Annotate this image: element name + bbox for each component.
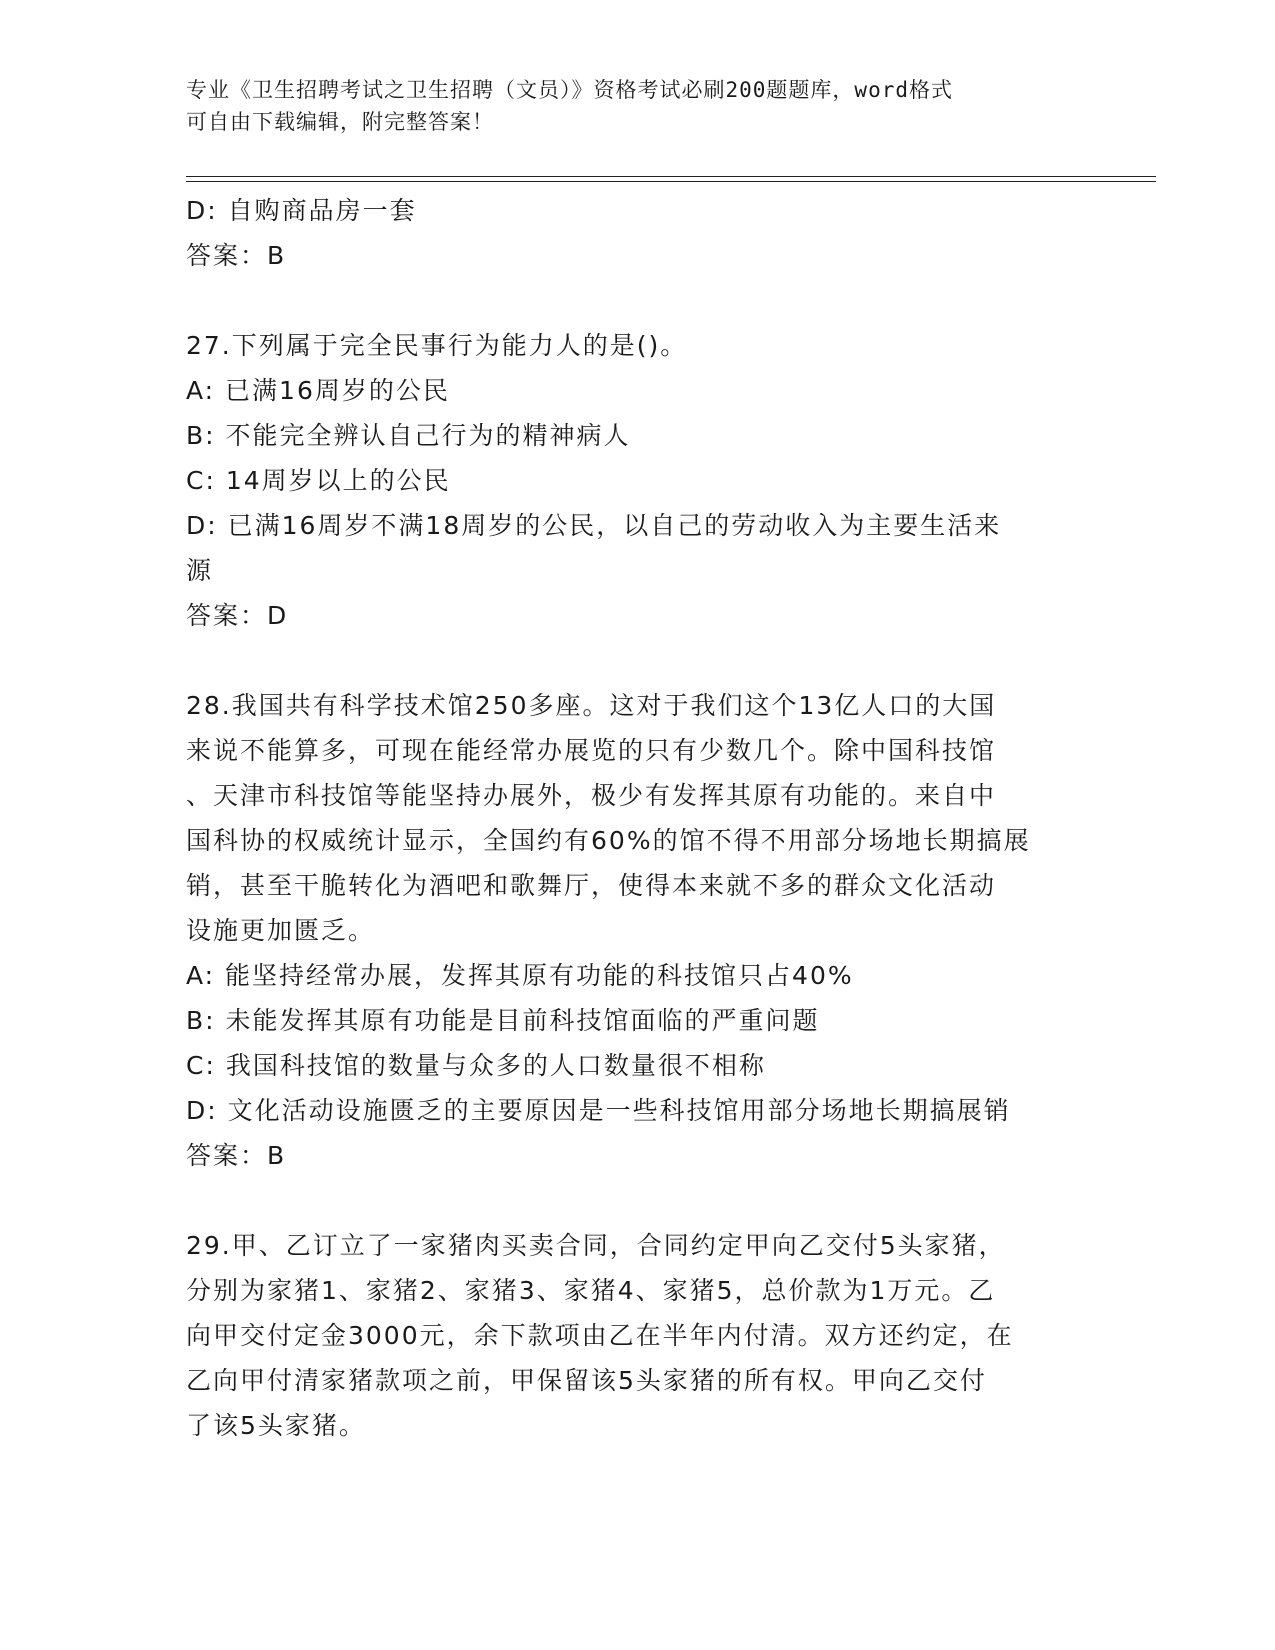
question-stem-line: 了该5头家猪。 [186,1411,366,1440]
option-c: C: 我国科技馆的数量与众多的人口数量很不相称 [186,1051,766,1080]
question-stem-line: 销，甚至干脆转化为酒吧和歌舞厅，使得本来就不多的群众文化活动 [186,871,997,900]
option-a: A: 已满16周岁的公民 [186,376,450,405]
question-29 [186,1223,1086,1448]
answer: 答案：B [186,1141,287,1170]
question-28 [186,683,1086,1178]
question-stem-line: 28.我国共有科学技术馆250多座。这对于我们这个13亿人口的大国 [186,691,997,720]
option-d-line2: 源 [186,556,214,585]
question-stem-line: 29.甲、乙订立了一家猪肉买卖合同，合同约定甲向乙交付5头家猪， [186,1231,1006,1260]
option-b: B: 未能发挥其原有功能是目前科技馆面临的严重问题 [186,1006,820,1035]
question-stem-line: 来说不能算多，可现在能经常办展览的只有少数几个。除中国科技馆 [186,736,997,765]
option-d-line1: D: 已满16周岁不满18周岁的公民，以自己的劳动收入为主要生活来 [186,511,1002,540]
prev-option-d: D: 自购商品房一套 [186,196,417,225]
question-27 [186,323,1086,638]
question-stem-line: 设施更加匮乏。 [186,916,376,945]
header-title-line1: 专业《卫生招聘考试之卫生招聘（文员）》资格考试必刷200题题库，word格式 [186,78,953,102]
header-divider [186,176,1156,182]
header-title-line2: 可自由下载编辑，附完整答案！ [186,110,494,134]
question-stem-line: 向甲交付定金3000元，余下款项由乙在半年内付清。双方还约定，在 [186,1321,1014,1350]
answer: 答案：D [186,601,289,630]
question-stem-line: 分别为家猪1、家猪2、家猪3、家猪4、家猪5，总价款为1万元。乙 [186,1276,996,1305]
page-header [186,74,1066,138]
prev-answer: 答案：B [186,241,287,270]
question-stem: 27.下列属于完全民事行为能力人的是()。 [186,331,688,360]
option-d: D: 文化活动设施匮乏的主要原因是一些科技馆用部分场地长期搞展销 [186,1096,1011,1125]
question-stem-line: 乙向甲付清家猪款项之前，甲保留该5头家猪的所有权。甲向乙交付 [186,1366,987,1395]
option-a: A: 能坚持经常办展，发挥其原有功能的科技馆只占40% [186,961,854,990]
document-body [186,188,1086,1448]
option-b: B: 不能完全辨认自己行为的精神病人 [186,421,631,450]
question-stem-line: 、天津市科技馆等能坚持办展外，极少有发挥其原有功能的。来自中 [186,781,997,810]
option-c: C: 14周岁以上的公民 [186,466,451,495]
question-stem-line: 国科协的权威统计显示，全国约有60%的馆不得不用部分场地长期搞展 [186,826,1031,855]
